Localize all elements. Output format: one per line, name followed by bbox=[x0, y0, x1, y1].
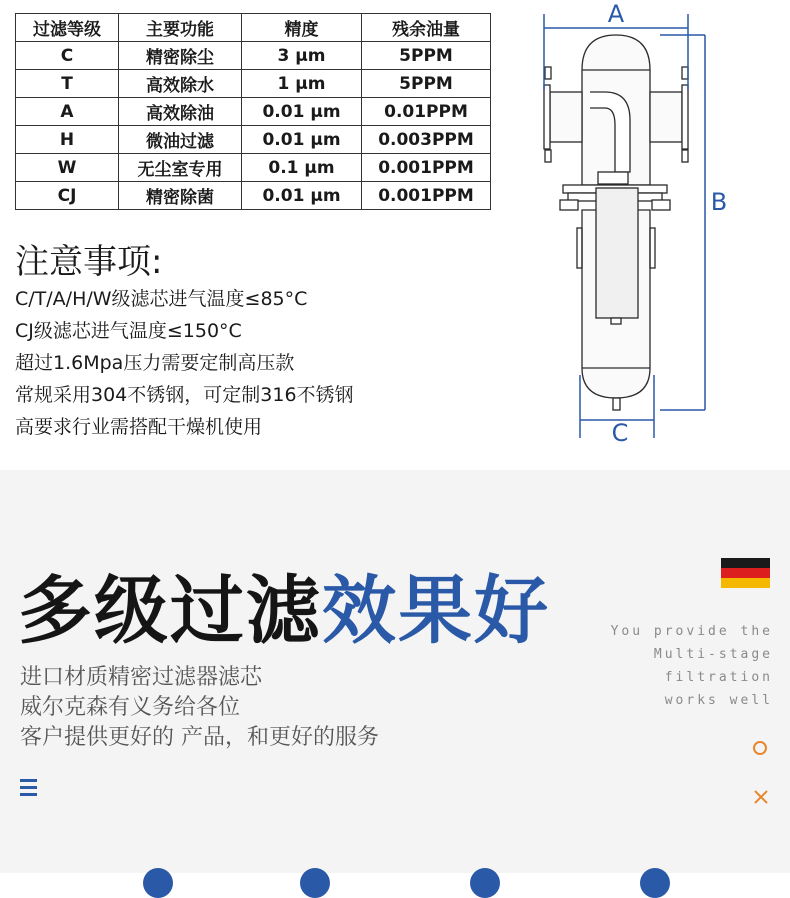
description-line: 威尔克森有义务给各位 bbox=[20, 695, 241, 720]
flag-stripe-red bbox=[721, 568, 770, 578]
note-item: C/T/A/H/W级滤芯进气温度≤85°C bbox=[15, 288, 308, 310]
dimension-label-b: B bbox=[710, 188, 728, 216]
headline-dark-part: 多级过滤 bbox=[18, 568, 322, 654]
cell-precision: 3 μm bbox=[242, 42, 362, 70]
cell-residual-oil: 0.001PPM bbox=[362, 182, 491, 210]
cell-function: 精密除尘 bbox=[119, 42, 242, 70]
banner-headline bbox=[18, 552, 550, 658]
description-line: 客户提供更好的 产品，和更好的服务 bbox=[20, 725, 379, 750]
banner-description bbox=[20, 663, 379, 753]
note-item: 高要求行业需搭配干燥机使用 bbox=[15, 416, 263, 438]
header-function: 主要功能 bbox=[119, 14, 242, 42]
german-flag-icon bbox=[721, 558, 770, 588]
header-grade: 过滤等级 bbox=[16, 14, 119, 42]
table-row bbox=[16, 154, 491, 182]
dimension-label-c: C bbox=[611, 419, 629, 445]
headline-blue-part: 效果好 bbox=[322, 568, 550, 654]
cell-function: 高效除水 bbox=[119, 70, 242, 98]
english-tagline bbox=[611, 620, 773, 712]
menu-icon bbox=[20, 779, 37, 801]
cell-precision: 1 μm bbox=[242, 70, 362, 98]
banner-section bbox=[0, 470, 790, 873]
description-line: 进口材质精密过滤器滤芯 bbox=[20, 665, 263, 690]
cell-grade: A bbox=[16, 98, 119, 126]
note-item: 常规采用304不锈钢，可定制316不锈钢 bbox=[15, 384, 354, 406]
header-residual-oil: 残余油量 bbox=[362, 14, 491, 42]
cell-function: 微油过滤 bbox=[119, 126, 242, 154]
table-row bbox=[16, 182, 491, 210]
cell-residual-oil: 0.001PPM bbox=[362, 154, 491, 182]
flag-stripe-gold bbox=[721, 578, 770, 588]
cell-residual-oil: 5PPM bbox=[362, 42, 491, 70]
tagline-line: Multi-stage bbox=[653, 647, 773, 662]
close-icon bbox=[752, 788, 770, 806]
circle-icon bbox=[753, 741, 767, 755]
header-precision: 精度 bbox=[242, 14, 362, 42]
tagline-line: filtration bbox=[664, 670, 773, 685]
table-row bbox=[16, 126, 491, 154]
dimension-label-a: A bbox=[607, 0, 625, 28]
cell-residual-oil: 5PPM bbox=[362, 70, 491, 98]
filter-dimension-diagram bbox=[530, 0, 730, 445]
tagline-line: You provide the bbox=[610, 624, 773, 639]
table-row bbox=[16, 42, 491, 70]
notes-list bbox=[15, 285, 354, 445]
note-item: CJ级滤芯进气温度≤150°C bbox=[15, 320, 242, 342]
cell-function: 精密除菌 bbox=[119, 182, 242, 210]
spec-table bbox=[15, 13, 491, 210]
tagline-line: works well bbox=[664, 693, 773, 708]
cell-grade: C bbox=[16, 42, 119, 70]
cell-precision: 0.1 μm bbox=[242, 154, 362, 182]
cell-grade: CJ bbox=[16, 182, 119, 210]
table-row bbox=[16, 70, 491, 98]
cell-function: 无尘室专用 bbox=[119, 154, 242, 182]
flag-stripe-black bbox=[721, 558, 770, 568]
cell-precision: 0.01 μm bbox=[242, 126, 362, 154]
notes-title: 注意事项: bbox=[15, 242, 163, 282]
cell-function: 高效除油 bbox=[119, 98, 242, 126]
cell-grade: H bbox=[16, 126, 119, 154]
cell-residual-oil: 0.003PPM bbox=[362, 126, 491, 154]
table-row bbox=[16, 98, 491, 126]
cell-grade: T bbox=[16, 70, 119, 98]
note-item: 超过1.6Mpa压力需要定制高压款 bbox=[15, 352, 295, 374]
cell-residual-oil: 0.01PPM bbox=[362, 98, 491, 126]
cell-precision: 0.01 μm bbox=[242, 98, 362, 126]
spec-table-header bbox=[16, 14, 491, 42]
cell-precision: 0.01 μm bbox=[242, 182, 362, 210]
cell-grade: W bbox=[16, 154, 119, 182]
